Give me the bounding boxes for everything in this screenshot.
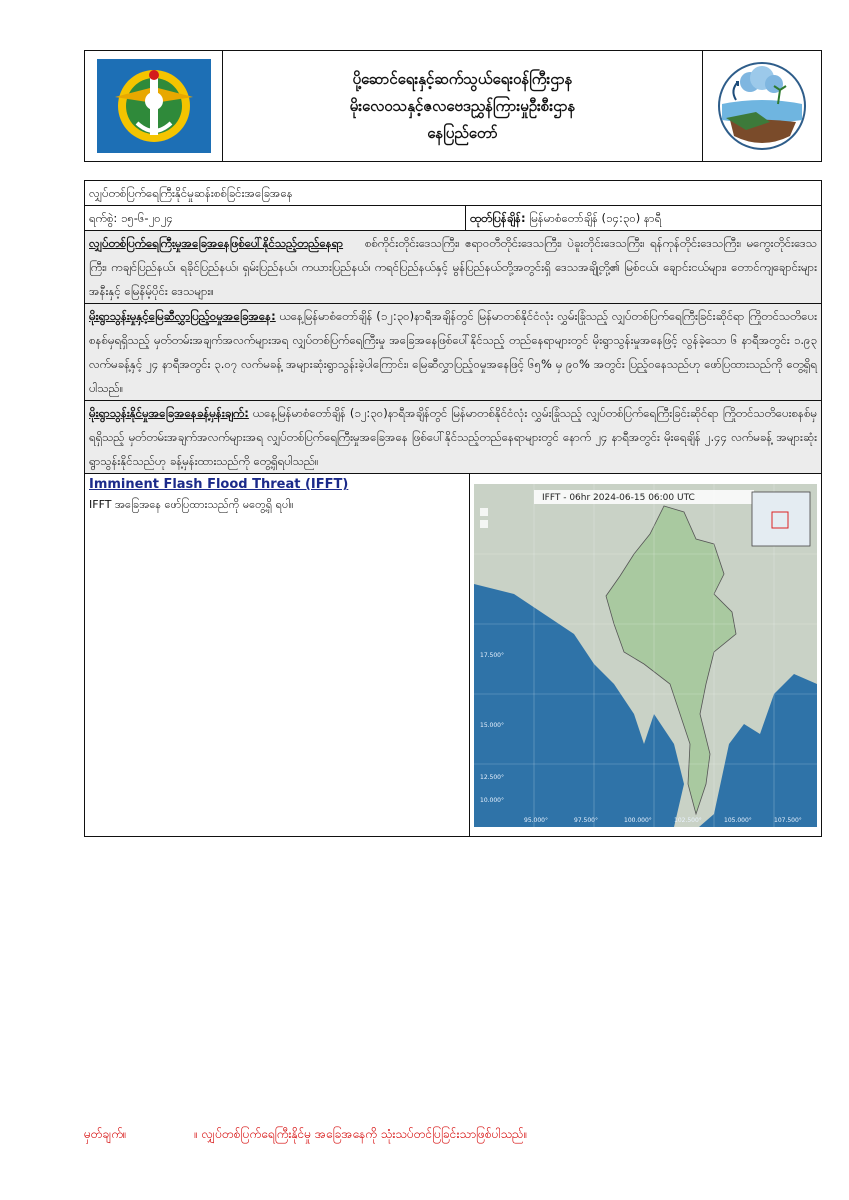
rain-forecast-row [85, 401, 821, 474]
header-line-ministry: ပို့ဆောင်ရေးနှင့်ဆက်သွယ်ရေးဝန်ကြီးဌာန [352, 69, 573, 88]
affected-areas-row [85, 231, 821, 304]
ministry-emblem-icon [95, 57, 213, 155]
header-title-block [223, 51, 702, 161]
lon-label: 97.500° [574, 816, 598, 824]
footer-note [84, 1126, 527, 1144]
footer-note-text: ။ လျှပ်တစ်ပြက်ရေကြီးနိုင်မှု အခြေအနေကို သုံးသပ်တင်ပြခြင်းသာဖြစ်ပါသည်။ [194, 1127, 528, 1141]
rainfall-soil-text: ယနေ့မြန်မာစံတော်ချိန် (၁၂:၃၀)နာရီအချိန်တွင် မြန်မာတစ်နိုင်ငံလုံး လွှမ်းခြုံသည့် လျှပ်တစ်ပြက်ရေကြီးခြင်းဆိုင်ရာ ကြိုတင်သတိပေးစနစ်မှရရှိသည့် မှတ်တမ်းအချက်အလက်များအရ လျှပ်တစ်ပြက်ရေကြီးမှု အခြေအနေဖြစ်ပေါ်နိုင်သည့် တည်နေရာများတွင် မိုးရွာသွန်းမှုအနေဖြင့် လွန်ခဲ့သော ၆ နာရီအတွင်း ၁.၉၃ လက်မခန့်နှင့် ၂၄ နာရီအတွင်း ၃.၀၇ လက်မခန့် အများဆုံးရွာသွန်းခဲ့ပါကြောင်း၊ မြေဆီလွှာပြည့်ဝမှုအနေဖြင့် ၆၅% မှ ၉၀% အတွင်း ပြည့်ဝနေသည်ဟု ဖော်ပြထားသည်ကို တွေ့ရှိရပါသည်။ [89, 309, 818, 395]
report-table [84, 180, 822, 837]
affected-areas-label: လျှပ်တစ်ပြက်ရေကြီးမှုအခြေအနေဖြစ်ပေါ်နိုင်သည့်တည်နေရာ [89, 236, 344, 250]
ifft-row [85, 474, 821, 836]
ifft-text-cell [85, 474, 470, 836]
affected-areas-text: စစ်ကိုင်းတိုင်းဒေသကြီး၊ ဧရာဝတီတိုင်းဒေသကြီး၊ ပဲခူးတိုင်းဒေသကြီး၊ ရန်ကုန်တိုင်းဒေသကြီး၊ မကွေးတိုင်းဒေသကြီး၊ ကချင်ပြည်နယ်၊ ရခိုင်ပြည်နယ်၊ ရှမ်းပြည်နယ်၊ ကယားပြည်နယ်၊ ကရင်ပြည်နယ်နှင့် မွန်ပြည်နယ်တို့အတွင်းရှိ ဒေသအချို့တို့၏ မြစ်ငယ်၊ ချောင်းငယ်များ၊ တောင်ကျချောင်းများ အနီးနှင့် မြေနိမ့်ပိုင်း ဒေသများ။ [89, 236, 817, 298]
map-title: IFFT - 06hr 2024-06-15 06:00 UTC [542, 492, 695, 503]
ifft-map-graphic [474, 484, 817, 827]
issue-time-label: ထုတ်ပြန်ချိန်: [470, 211, 526, 225]
header-line-department: မိုးလေဝသနှင့်ဇလဗေဒညွှန်ကြားမှုဦးစီးဌာန [349, 96, 576, 115]
ifft-map-cell [470, 474, 821, 836]
issue-time-cell [466, 206, 821, 230]
lon-label: 105.000° [724, 816, 752, 824]
report-title: လျှပ်တစ်ပြက်ရေကြီးနိုင်မှုဆန်းစစ်ခြင်းအခြေအနေ [89, 186, 293, 200]
lon-label: 107.500° [774, 816, 802, 824]
lon-label: 100.000° [624, 816, 652, 824]
date-cell [85, 206, 466, 230]
lon-label: 95.000° [524, 816, 548, 824]
hydrology-logo-icon [716, 60, 808, 152]
lon-label: 102.500° [674, 816, 702, 824]
rainfall-soil-row [85, 304, 821, 401]
date-issue-row [85, 206, 821, 231]
lat-label: 12.500° [480, 773, 504, 781]
lat-label: 15.000° [480, 721, 504, 729]
zoom-in-icon[interactable] [480, 508, 488, 516]
footer-note-label: မှတ်ချက်။ [84, 1127, 127, 1141]
rain-forecast-label: မိုးရွာသွန်းနိုင်မှုအခြေအနေခန့်မှန်းချက်: [89, 406, 249, 420]
ifft-map [474, 484, 817, 827]
lat-label: 10.000° [480, 796, 504, 804]
issue-time-value: မြန်မာစံတော်ချိန် (၁၄:၃၀) နာရီ [529, 211, 662, 225]
lat-label: 17.500° [480, 651, 504, 659]
right-logo-cell [702, 51, 821, 161]
report-title-row [85, 181, 821, 206]
map-inset [752, 492, 810, 546]
zoom-out-icon[interactable] [480, 520, 488, 528]
ifft-status-text: IFFT အခြေအနေ ဖော်ပြထားသည်ကို မတွေ့ရှိ ရပါ။ [89, 498, 294, 511]
date-value: ၁၅-၆-၂၀၂၄ [120, 211, 173, 225]
rainfall-soil-label: မိုးရွာသွန်းမှုနှင့်မြေဆီလွှာပြည့်ဝမှုအခြေအနေ: [89, 309, 276, 323]
date-label: ရက်စွဲ: [89, 211, 118, 225]
letterhead [84, 50, 822, 162]
ifft-title: Imminent Flash Flood Threat (IFFT) [89, 477, 349, 492]
left-logo-cell [85, 51, 223, 161]
rain-forecast-text: ယနေ့မြန်မာစံတော်ချိန် (၁၂:၃၀)နာရီအချိန်တွင် မြန်မာတစ်နိုင်ငံလုံး လွှမ်းခြုံသည့် လျှပ်တစ်ပြက်ရေကြီးခြင်းဆိုင်ရာ ကြိုတင်သတိပေးစနစ်မှ ရရှိသည့် မှတ်တမ်းအချက်အလက်များအရ လျှပ်တစ်ပြက်ရေကြီးမှုအခြေအနေ ဖြစ်ပေါ်နိုင်သည့်တည်နေရာများတွင် နောက် ၂၄ နာရီအတွင်း မိုးရေချိန် ၂.၄၄ လက်မခန့် အများဆုံး ရွာသွန်းနိုင်သည်ဟု ခန့်မှန်းထားသည်ကို တွေ့ရှိရပါသည်။ [89, 406, 817, 468]
header-line-city: နေပြည်တော် [427, 123, 498, 142]
